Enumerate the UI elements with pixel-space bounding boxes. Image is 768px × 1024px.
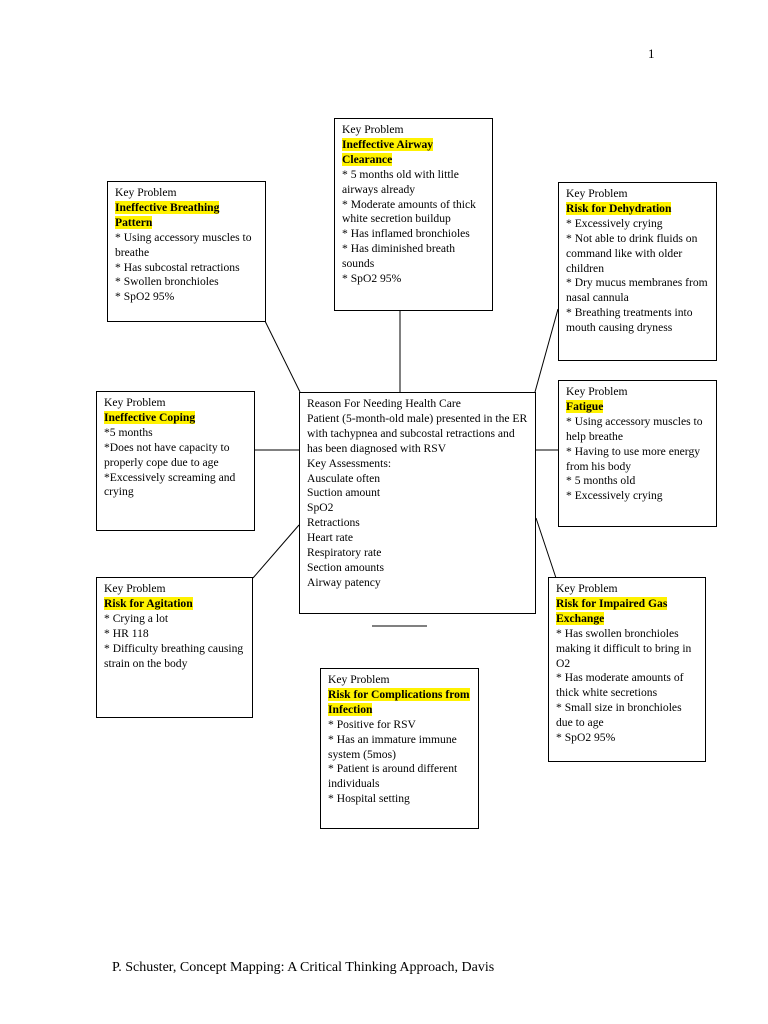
problem-item: * Excessively crying (566, 216, 663, 230)
problem-box-agitation (96, 577, 253, 718)
problem-item: * Has subcostal retractions (115, 260, 240, 274)
problem-item: * Using accessory muscles to help breathe (566, 414, 703, 443)
problem-item: * Has moderate amounts of thick white secretions (556, 671, 684, 700)
problem-box-dehydration (558, 182, 717, 361)
assessment-item: Respiratory rate (307, 546, 382, 560)
assessment-item: Heart rate (307, 531, 354, 545)
problem-title: Ineffective Breathing Pattern (115, 200, 220, 229)
problem-item: * Patient is around different individuals (328, 762, 458, 791)
problem-box-airway-clearance (334, 118, 493, 311)
connector-dehydration (535, 309, 558, 392)
center-heading: Reason For Needing Health Care (307, 397, 461, 410)
assessment-item: Section amounts (307, 560, 384, 574)
problem-item: * Dry mucus membranes from nasal cannula (566, 276, 708, 305)
problem-label: Key Problem (342, 123, 404, 136)
problem-title: Risk for Dehydration (566, 201, 672, 215)
problem-item: * Not able to drink fluids on command like with older children (566, 231, 698, 275)
assessment-item: Airway patency (307, 575, 381, 589)
problem-item: *Does not have capacity to properly cope due to age (104, 440, 230, 469)
problem-item: * Has diminished breath sounds (342, 242, 456, 271)
problem-item: * Using accessory muscles to breathe (115, 230, 252, 259)
problem-item: * SpO2 95% (115, 290, 175, 304)
problem-item: * 5 months old (566, 474, 636, 488)
problem-title: Ineffective Coping (104, 410, 196, 424)
problem-item: * Crying a lot (104, 611, 169, 625)
page-number: 1 (648, 46, 655, 61)
problem-title: Ineffective Airway Clearance (342, 137, 434, 166)
problem-item: * Has an immature immune system (5mos) (328, 732, 457, 761)
problem-item: * Excessively crying (566, 489, 663, 503)
problem-item: * SpO2 95% (556, 731, 616, 745)
problem-item: * Has inflamed bronchioles (342, 227, 470, 241)
problem-box-fatigue (558, 380, 717, 527)
assessment-item: Ausculate often (307, 471, 381, 485)
problem-title: Fatigue (566, 399, 604, 413)
connector-gas-exchange (536, 518, 556, 578)
problem-box-coping (96, 391, 255, 531)
problem-item: * Moderate amounts of thick white secretion buildup (342, 197, 476, 226)
center-description: Patient (5-month-old male) presented in the ER with tachypnea and subcostal retractions and has been diagnosed with RSV (307, 411, 528, 455)
problem-box-infection (320, 668, 479, 829)
problem-label: Key Problem (104, 582, 166, 595)
assessments-label: Key Assessments: (307, 456, 392, 470)
assessment-item: Retractions (307, 516, 360, 530)
problem-item: * Breathing treatments into mouth causing dryness (566, 306, 693, 335)
problem-title: Risk for Impaired Gas Exchange (556, 596, 668, 625)
problem-label: Key Problem (328, 673, 390, 686)
problem-item: * HR 118 (104, 626, 149, 640)
problem-item: * Positive for RSV (328, 717, 416, 731)
problem-box-gas-exchange (548, 577, 706, 762)
problem-item: * Has swollen bronchioles making it difficult to bring in O2 (556, 626, 692, 670)
connector-agitation (253, 525, 299, 578)
problem-title: Risk for Complications from Infection (328, 687, 470, 716)
problem-label: Key Problem (104, 396, 166, 409)
footer-citation: P. Schuster, Concept Mapping: A Critical Thinking Approach, Davis (112, 960, 495, 975)
problem-label: Key Problem (556, 582, 618, 595)
center-box (299, 392, 536, 614)
problem-label: Key Problem (566, 187, 628, 200)
problem-item: * Small size in bronchioles due to age (556, 701, 682, 730)
problem-item: * Swollen bronchioles (115, 275, 219, 289)
problem-item: *5 months (104, 425, 153, 439)
assessment-item: Suction amount (307, 486, 381, 500)
problem-item: * Having to use more energy from his body (566, 444, 701, 473)
problem-item: * 5 months old with little airways already (342, 167, 459, 196)
problem-item: * Hospital setting (328, 792, 410, 806)
problem-label: Key Problem (566, 385, 628, 398)
problem-item: * Difficulty breathing causing strain on the body (104, 641, 244, 670)
problem-item: * SpO2 95% (342, 272, 402, 286)
problem-item: *Excessively screaming and crying (104, 470, 236, 499)
problem-box-breathing-pattern (107, 181, 266, 322)
connector-breathing (265, 321, 300, 392)
assessment-item: SpO2 (307, 501, 334, 515)
problem-label: Key Problem (115, 186, 177, 199)
problem-title: Risk for Agitation (104, 596, 193, 610)
